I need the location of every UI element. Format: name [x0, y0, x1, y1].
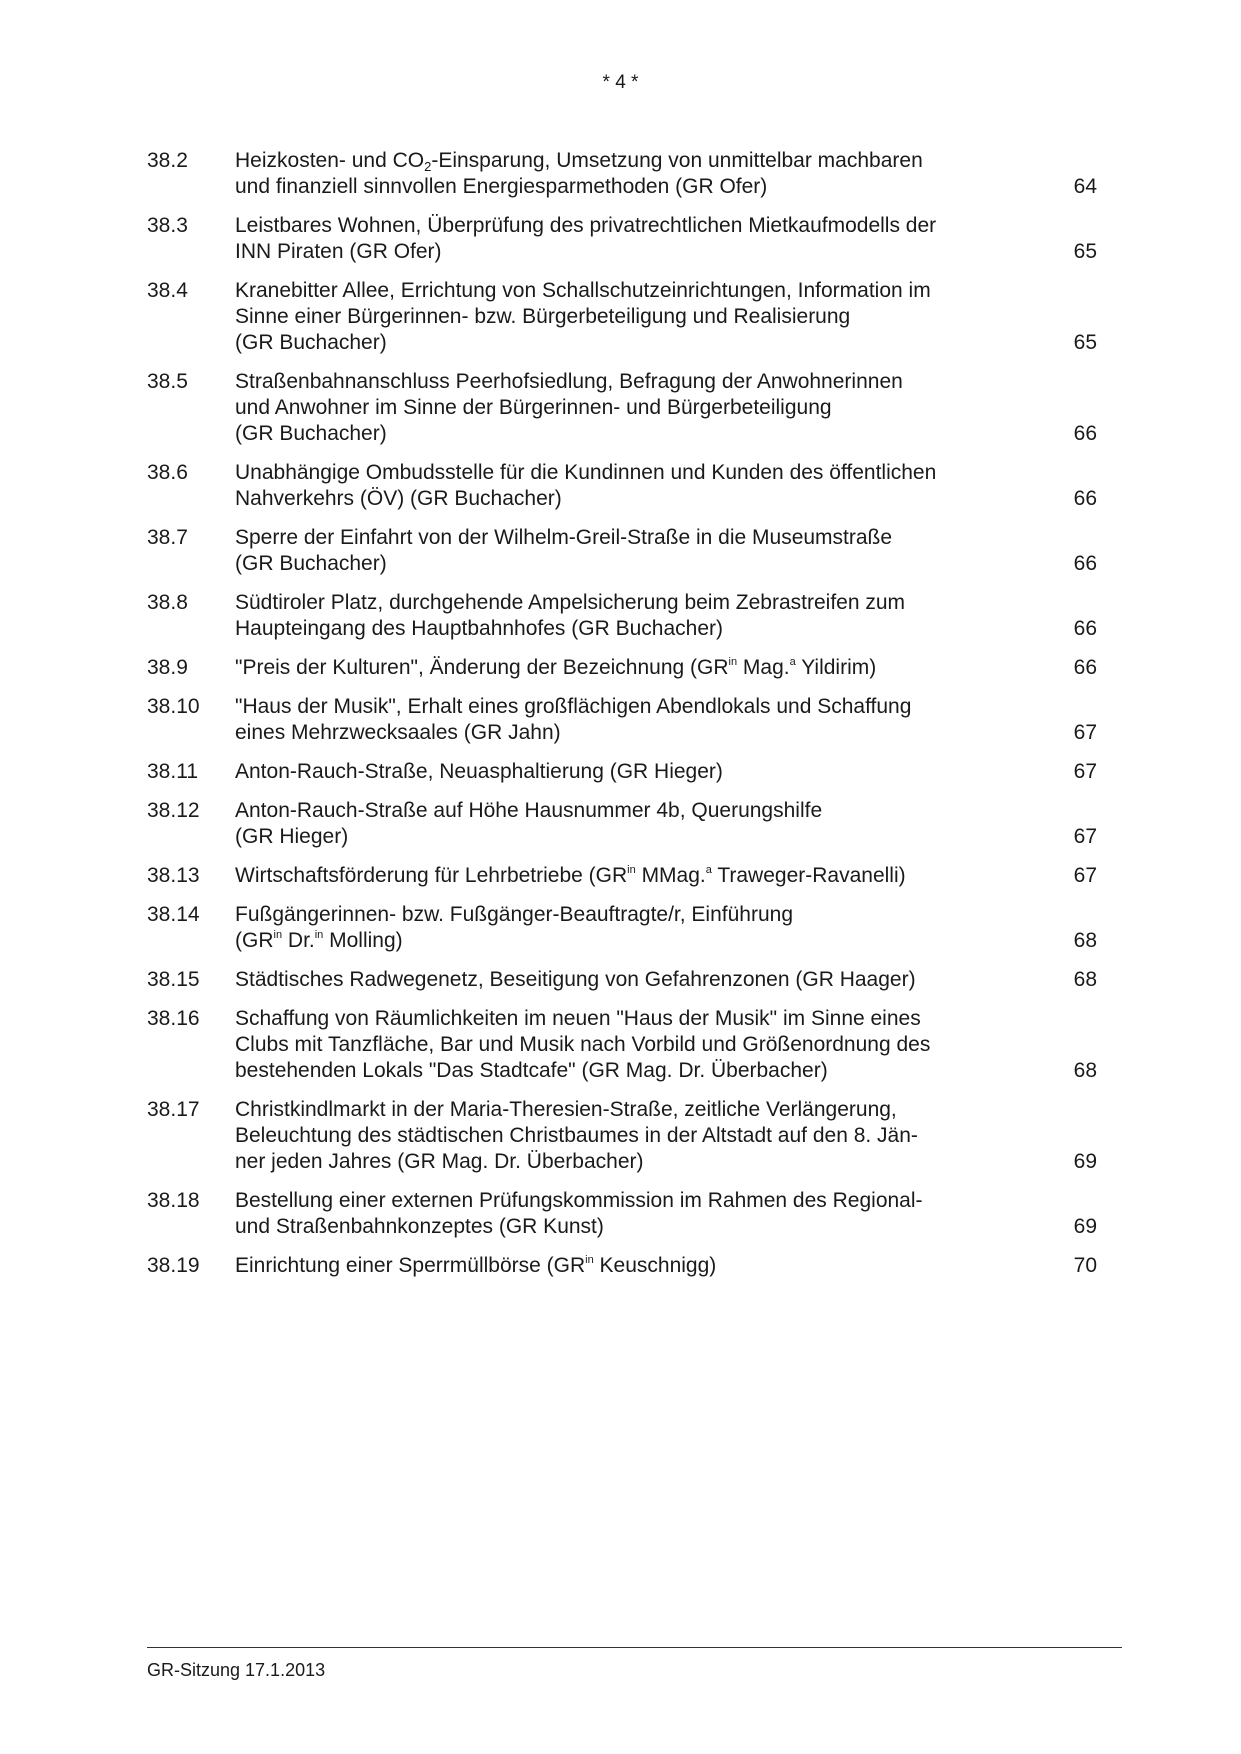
- toc-entry-number: 38.11: [147, 760, 198, 783]
- title-text: Städtisches Radwegenetz, Beseitigung von Gefahrenzonen (GR Haager): [235, 968, 916, 991]
- toc-entry-title-line: [235, 551, 1025, 577]
- toc-entry-title: [235, 655, 1025, 681]
- toc-entry-title: [235, 590, 1025, 642]
- title-text: Haupteingang des Hauptbahnhofes (GR Buchacher): [235, 617, 723, 640]
- toc-entry-title: [235, 902, 1025, 954]
- title-text: Bestellung einer externen Prüfungskommission im Rahmen des Regional-: [235, 1189, 923, 1212]
- toc-entry-number: 38.4: [147, 279, 188, 302]
- title-text: Sperre der Einfahrt von der Wilhelm-Greil-Straße in die Museumstraße: [235, 526, 893, 549]
- toc-entry-title: [235, 967, 1025, 993]
- toc-entry-title-line: [235, 1097, 1025, 1123]
- toc-entry: [147, 902, 1097, 954]
- toc-entry: [147, 655, 1097, 681]
- title-text: "Haus der Musik", Erhalt eines großflächigen Abendlokals und Schaffung: [235, 695, 912, 718]
- toc-entry-title-line: [235, 720, 1025, 746]
- title-text: Traweger-Ravanelli): [711, 864, 906, 887]
- toc-entry-title-line: [235, 330, 1025, 356]
- toc-entry-title: [235, 369, 1025, 447]
- toc-entry-number: 38.12: [147, 799, 200, 822]
- toc-entry-page: 69: [1073, 1150, 1097, 1173]
- toc-entry: [147, 1006, 1097, 1084]
- toc-entry-title-line: [235, 304, 1025, 330]
- toc-entry-title-line: [235, 967, 1025, 993]
- toc-entry-title: [235, 460, 1025, 512]
- toc-entry-page: 68: [1073, 929, 1097, 952]
- title-text: Fußgängerinnen- bzw. Fußgänger-Beauftragte/r, Einführung: [235, 903, 793, 926]
- table-of-contents: [147, 148, 1097, 1292]
- toc-entry: [147, 1253, 1097, 1279]
- toc-entry-title-line: [235, 369, 1025, 395]
- toc-entry-page: 66: [1073, 487, 1097, 510]
- toc-entry: [147, 863, 1097, 889]
- toc-entry-title: [235, 148, 1025, 200]
- title-text: (GR: [235, 929, 274, 952]
- toc-entry-title: [235, 525, 1025, 577]
- title-text: (GR Buchacher): [235, 552, 387, 575]
- title-text: Schaffung von Räumlichkeiten im neuen "Haus der Musik" im Sinne eines: [235, 1007, 921, 1030]
- toc-entry-number: 38.2: [147, 149, 188, 172]
- toc-entry-page: 67: [1073, 760, 1097, 783]
- title-text: Clubs mit Tanzfläche, Bar und Musik nach Vorbild und Größenordnung des: [235, 1033, 931, 1056]
- title-text: und Anwohner im Sinne der Bürgerinnen- und Bürgerbeteiligung: [235, 396, 832, 419]
- toc-entry: [147, 967, 1097, 993]
- toc-entry-title-line: [235, 798, 1025, 824]
- toc-entry-number: 38.5: [147, 370, 188, 393]
- toc-entry-title: [235, 1006, 1025, 1084]
- toc-entry-title-line: [235, 278, 1025, 304]
- toc-entry-page: 66: [1073, 656, 1097, 679]
- toc-entry-title-line: [235, 863, 1025, 889]
- title-text: MMag.: [635, 864, 706, 887]
- toc-entry-number: 38.8: [147, 591, 188, 614]
- superscript-text: a: [789, 656, 796, 668]
- toc-entry: [147, 694, 1097, 746]
- title-text: Heizkosten- und CO: [235, 149, 425, 172]
- superscript-text: in: [627, 864, 636, 876]
- toc-entry-title-line: [235, 148, 1025, 174]
- toc-entry-title-line: [235, 1058, 1025, 1084]
- toc-entry-page: 67: [1073, 864, 1097, 887]
- toc-entry-title-line: [235, 213, 1025, 239]
- toc-entry-title-line: [235, 928, 1025, 954]
- toc-entry: [147, 148, 1097, 200]
- toc-entry-page: 70: [1073, 1254, 1097, 1277]
- title-text: Sinne einer Bürgerinnen- bzw. Bürgerbeteiligung und Realisierung: [235, 305, 851, 328]
- toc-entry-number: 38.10: [147, 695, 200, 718]
- title-text: Mag.: [737, 656, 790, 679]
- toc-entry: [147, 213, 1097, 265]
- toc-entry-title-line: [235, 616, 1025, 642]
- toc-entry-title-line: [235, 421, 1025, 447]
- toc-entry-page: 69: [1073, 1215, 1097, 1238]
- toc-entry-number: 38.6: [147, 461, 188, 484]
- superscript-text: in: [585, 1254, 594, 1266]
- toc-entry-number: 38.16: [147, 1007, 200, 1030]
- title-text: Wirtschaftsförderung für Lehrbetriebe (GR: [235, 864, 628, 887]
- toc-entry-title-line: [235, 1006, 1025, 1032]
- subscript-text: 2: [424, 159, 432, 174]
- toc-entry-page: 68: [1073, 968, 1097, 991]
- toc-entry-title: [235, 798, 1025, 850]
- title-text: Molling): [323, 929, 403, 952]
- superscript-text: in: [728, 656, 738, 668]
- toc-entry-page: 67: [1073, 825, 1097, 848]
- title-text: (GR Hieger): [235, 825, 349, 848]
- title-text: Beleuchtung des städtischen Christbaumes in der Altstadt auf den 8. Jän-: [235, 1124, 918, 1147]
- title-text: (GR Buchacher): [235, 331, 387, 354]
- title-text: "Preis der Kulturen", Änderung der Bezeichnung (GR: [235, 656, 729, 679]
- toc-entry: [147, 590, 1097, 642]
- title-text: Keuschnigg): [593, 1254, 717, 1277]
- title-text: ner jeden Jahres (GR Mag. Dr. Überbacher): [235, 1150, 644, 1173]
- toc-entry-title-line: [235, 1149, 1025, 1175]
- title-text: Unabhängige Ombudsstelle für die Kundinnen und Kunden des öffentlichen: [235, 461, 937, 484]
- page-number: * 4 *: [602, 72, 639, 93]
- toc-entry-title-line: [235, 486, 1025, 512]
- toc-entry-title: [235, 213, 1025, 265]
- title-text: und Straßenbahnkonzeptes (GR Kunst): [235, 1215, 604, 1238]
- toc-entry-title: [235, 694, 1025, 746]
- toc-entry: [147, 1188, 1097, 1240]
- toc-entry-title-line: [235, 1032, 1025, 1058]
- toc-entry-number: 38.9: [147, 656, 188, 679]
- toc-entry-title: [235, 1097, 1025, 1175]
- title-text: Einrichtung einer Sperrmüllbörse (GR: [235, 1254, 586, 1277]
- title-text: Nahverkehrs (ÖV) (GR Buchacher): [235, 487, 562, 510]
- toc-entry-title: [235, 863, 1025, 889]
- toc-entry-page: 64: [1073, 175, 1097, 198]
- superscript-text: in: [273, 929, 283, 941]
- toc-entry-title-line: [235, 1253, 1025, 1279]
- toc-entry: [147, 759, 1097, 785]
- toc-entry-title: [235, 1253, 1025, 1279]
- title-text: Yildirim): [795, 656, 877, 679]
- toc-entry-title-line: [235, 239, 1025, 265]
- title-text: (GR Buchacher): [235, 422, 387, 445]
- toc-entry-title-line: [235, 460, 1025, 486]
- toc-entry-title-line: [235, 694, 1025, 720]
- footer-divider: [147, 1647, 1122, 1648]
- toc-entry-title: [235, 1188, 1025, 1240]
- toc-entry-number: 38.17: [147, 1098, 200, 1121]
- title-text: Anton-Rauch-Straße auf Höhe Hausnummer 4b, Querungshilfe: [235, 799, 823, 822]
- title-text: Anton-Rauch-Straße, Neuasphaltierung (GR Hieger): [235, 760, 723, 783]
- toc-entry-number: 38.18: [147, 1189, 200, 1212]
- title-text: Leistbares Wohnen, Überprüfung des privatrechtlichen Mietkaufmodells der: [235, 214, 937, 237]
- toc-entry: [147, 1097, 1097, 1175]
- toc-entry-number: 38.13: [147, 864, 200, 887]
- toc-entry-page: 66: [1073, 617, 1097, 640]
- toc-entry: [147, 460, 1097, 512]
- toc-entry-page: 66: [1073, 422, 1097, 445]
- toc-entry: [147, 278, 1097, 356]
- title-text: und finanziell sinnvollen Energiesparmethoden (GR Ofer): [235, 175, 768, 198]
- toc-entry-title-line: [235, 525, 1025, 551]
- toc-entry-title-line: [235, 1188, 1025, 1214]
- toc-entry-title-line: [235, 1123, 1025, 1149]
- toc-entry-title-line: [235, 902, 1025, 928]
- toc-entry: [147, 369, 1097, 447]
- toc-entry-title-line: [235, 395, 1025, 421]
- superscript-text: a: [705, 864, 712, 876]
- toc-entry-title-line: [235, 759, 1025, 785]
- title-text: eines Mehrzwecksaales (GR Jahn): [235, 721, 561, 744]
- title-text: Straßenbahnanschluss Peerhofsiedlung, Befragung der Anwohnerinnen: [235, 370, 903, 393]
- toc-entry-number: 38.19: [147, 1254, 200, 1277]
- toc-entry-title: [235, 278, 1025, 356]
- toc-entry-title: [235, 759, 1025, 785]
- title-text: Dr.: [282, 929, 315, 952]
- title-text: bestehenden Lokals "Das Stadtcafe" (GR Mag. Dr. Überbacher): [235, 1059, 828, 1082]
- toc-entry-page: 65: [1073, 240, 1097, 263]
- title-text: Kranebitter Allee, Errichtung von Schallschutzeinrichtungen, Information im: [235, 279, 931, 302]
- toc-entry-title-line: [235, 590, 1025, 616]
- title-text: Südtiroler Platz, durchgehende Ampelsicherung beim Zebrastreifen zum: [235, 591, 906, 614]
- toc-entry-page: 67: [1073, 721, 1097, 744]
- toc-entry-title-line: [235, 655, 1025, 681]
- toc-entry: [147, 525, 1097, 577]
- toc-entry-number: 38.14: [147, 903, 200, 926]
- toc-entry-title-line: [235, 1214, 1025, 1240]
- superscript-text: in: [314, 929, 324, 941]
- title-text: Christkindlmarkt in der Maria-Theresien-Straße, zeitliche Verlängerung,: [235, 1098, 897, 1121]
- toc-entry-number: 38.15: [147, 968, 200, 991]
- toc-entry: [147, 798, 1097, 850]
- footer-session-date: GR-Sitzung 17.1.2013: [147, 1660, 326, 1680]
- title-text: -Einsparung, Umsetzung von unmittelbar machbaren: [431, 149, 923, 172]
- toc-entry-number: 38.3: [147, 214, 188, 237]
- toc-entry-number: 38.7: [147, 526, 188, 549]
- toc-entry-title-line: [235, 174, 1025, 200]
- toc-entry-page: 68: [1073, 1059, 1097, 1082]
- toc-entry-page: 66: [1073, 552, 1097, 575]
- toc-entry-page: 65: [1073, 331, 1097, 354]
- title-text: INN Piraten (GR Ofer): [235, 240, 442, 263]
- toc-entry-title-line: [235, 824, 1025, 850]
